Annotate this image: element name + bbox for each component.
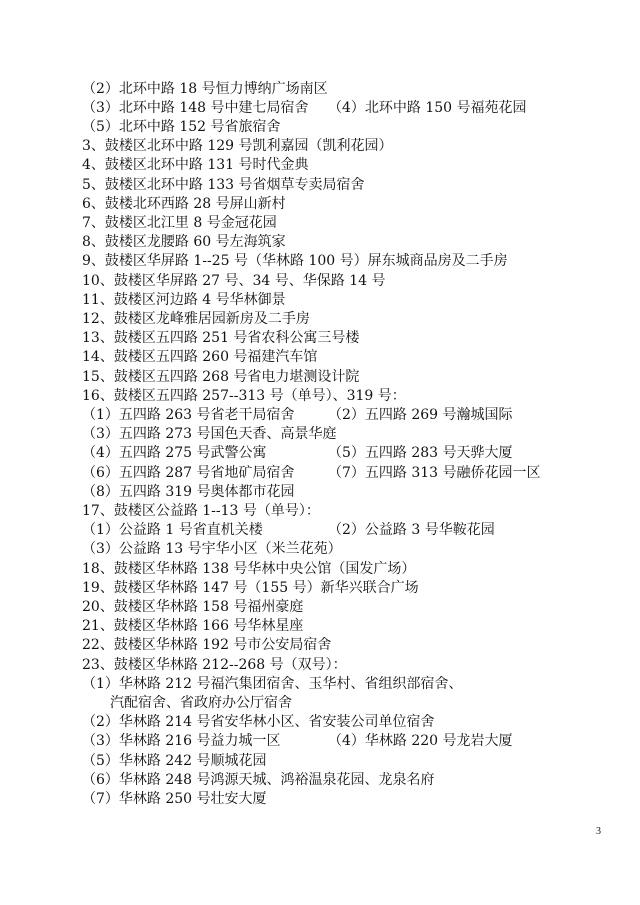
text-segment: （6）五四路 287 号省地矿局宿舍 xyxy=(82,465,295,481)
text-segment: （4）五四路 275 号武警公寓 xyxy=(82,445,267,461)
text-segment: （4）华林路 220 号龙岩大厦 xyxy=(328,733,513,749)
text-segment: 20、鼓楼区华林路 158 号福州豪庭 xyxy=(82,599,304,615)
text-segment: （3）北环中路 148 号中建七局宿舍 xyxy=(82,100,309,116)
text-segment: （2）华林路 214 号省安华林小区、省安装公司单位宿舍 xyxy=(82,714,435,730)
text-segment: （5）华林路 242 号顺城花园 xyxy=(82,753,267,769)
text-segment: （5）北环中路 152 号省旅宿舍 xyxy=(82,119,281,135)
text-segment: （4）北环中路 150 号福苑花园 xyxy=(328,100,527,116)
text-segment: 7、鼓楼区北江里 8 号金冠花园 xyxy=(82,215,277,231)
text-segment: （1）五四路 263 号省老干局宿舍 xyxy=(82,407,295,423)
text-segment: 9、鼓楼区华屏路 1--25 号（华林路 100 号）屏东城商品房及二手房 xyxy=(82,253,508,269)
text-segment: （2）北环中路 18 号恒力博纳广场南区 xyxy=(82,81,328,97)
text-segment: 10、鼓楼区华屏路 27 号、34 号、华保路 14 号 xyxy=(82,273,386,289)
text-segment: 3、鼓楼区北环中路 129 号凯利嘉园（凯利花园） xyxy=(82,138,393,154)
text-segment: （1）公益路 1 号省直机关楼 xyxy=(82,522,263,538)
text-segment: 11、鼓楼区河边路 4 号华林御景 xyxy=(82,292,286,308)
text-segment: （3）五四路 273 号国色天香、高景华庭 xyxy=(82,426,337,442)
text-segment: 15、鼓楼区五四路 268 号省电力堪测设计院 xyxy=(82,369,360,385)
page-number: 3 xyxy=(596,826,601,837)
text-segment: （7）五四路 313 号融侨花园一区 xyxy=(328,465,541,481)
text-segment: 21、鼓楼区华林路 166 号华林星座 xyxy=(82,618,304,634)
text-segment: 13、鼓楼区五四路 251 号省农科公寓三号楼 xyxy=(82,330,360,346)
text-segment: （2）公益路 3 号华鞍花园 xyxy=(328,522,495,538)
text-segment: 23、鼓楼区华林路 212--268 号（双号）： xyxy=(82,657,347,673)
text-segment: 6、鼓楼北环西路 28 号屏山新村 xyxy=(82,196,286,212)
text-segment: （6）华林路 248 号鸿源天城、鸿裕温泉花园、龙泉名府 xyxy=(82,772,435,788)
text-segment: 19、鼓楼区华林路 147 号（155 号）新华兴联合广场 xyxy=(82,580,419,596)
text-segment: 18、鼓楼区华林路 138 号华林中央公馆（国发广场） xyxy=(82,561,416,577)
text-segment: 22、鼓楼区华林路 192 号市公安局宿舍 xyxy=(82,637,332,653)
text-segment: （3）公益路 13 号宇华小区（米兰花苑） xyxy=(82,541,342,557)
text-segment: 4、鼓楼区北环中路 131 号时代金典 xyxy=(82,157,309,173)
text-segment: （1）华林路 212 号福汽集团宿舍、玉华村、省组织部宿舍、 xyxy=(82,676,463,692)
text-segment: 汽配宿舍、省政府办公厅宿舍 xyxy=(110,695,292,711)
text-segment: （7）华林路 250 号壮安大厦 xyxy=(82,791,267,807)
text-segment: 8、鼓楼区龙腰路 60 号左海筑家 xyxy=(82,234,286,250)
text-segment: 17、鼓楼区公益路 1--13 号（单号）： xyxy=(82,503,320,519)
text-segment: （3）华林路 216 号益力城一区 xyxy=(82,733,281,749)
text-segment: （8）五四路 319 号奥体都市花园 xyxy=(82,484,295,500)
text-segment: （5）五四路 283 号天骅大厦 xyxy=(328,445,513,461)
text-segment: 16、鼓楼区五四路 257--313 号（单号）、319 号： xyxy=(82,388,406,404)
text-segment: （2）五四路 269 号瀚城国际 xyxy=(328,407,513,423)
text-segment: 5、鼓楼区北环中路 133 号省烟草专卖局宿舍 xyxy=(82,177,365,193)
text-segment: 14、鼓楼区五四路 260 号福建汽车馆 xyxy=(82,349,318,365)
text-segment: 12、鼓楼区龙峰雅居园新房及二手房 xyxy=(82,311,310,327)
